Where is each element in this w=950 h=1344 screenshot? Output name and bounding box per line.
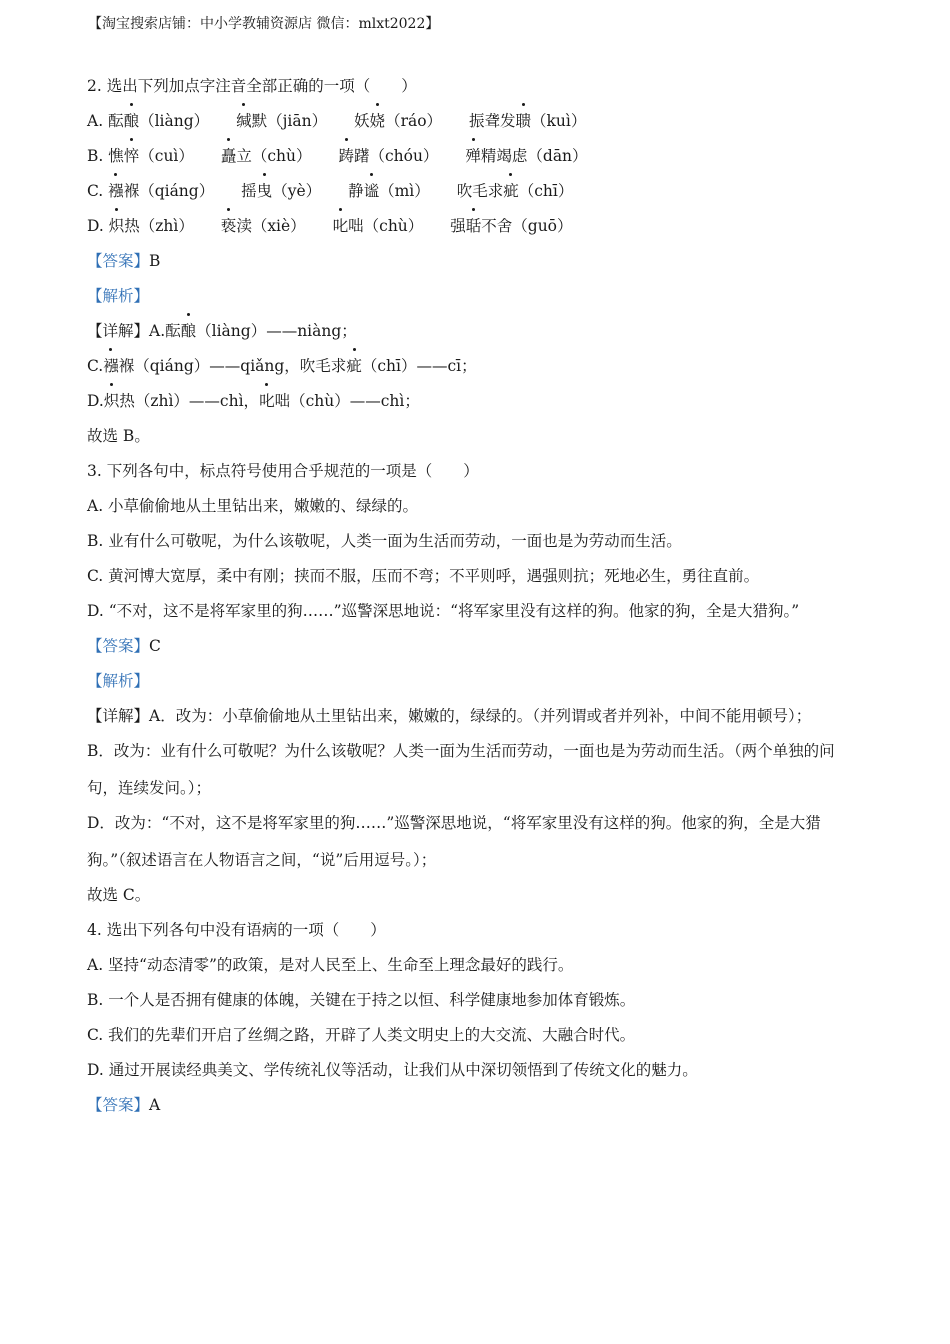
q2-option-d bbox=[87, 214, 855, 249]
q3-stem: 3. 下列各句中，标点符号使用合乎规范的一项是（ ） bbox=[87, 462, 479, 480]
q2-detail-3: D.炽热（zhì）——chì，叱咄（chù）——chì； bbox=[87, 389, 855, 424]
q4-option-b: B. 一个人是否拥有健康的体魄，关键在于持之以恒、科学健康地参加体育锻炼。 bbox=[87, 991, 636, 1009]
q2-b-item-1: B. 憔悴（cuì） bbox=[87, 144, 194, 168]
q4-option-a: A. 坚持“动态清零”的政策，是对人民至上、生命至上理念最好的践行。 bbox=[87, 956, 574, 974]
page-header: 【淘宝搜索店铺：中小学教辅资源店 微信：mlxt2022】 bbox=[88, 16, 440, 32]
q3-option-c: C. 黄河博大宽厚，柔中有刚；挟而不服，压而不弯；不平则呼，遇强则抗；死地必生，勇往直前。 bbox=[87, 567, 760, 585]
q2-c-item-4: 吹毛求疵（chī） bbox=[457, 179, 574, 203]
q2-a-item-4: 振聋发聩（kuì） bbox=[469, 109, 586, 133]
answer-value: C bbox=[149, 637, 161, 655]
answer-value: B bbox=[149, 252, 161, 270]
q2-answer bbox=[87, 249, 855, 284]
q2-a-item-3: 妖娆（ráo） bbox=[354, 109, 442, 133]
q3-conclusion: 故选 C。 bbox=[87, 886, 151, 904]
q3-option-b: B. 业有什么可敬呢，为什么该敬呢，人类一面为生活而劳动，一面也是为劳动而生活。 bbox=[87, 532, 682, 550]
q2-option-c bbox=[87, 179, 855, 214]
analysis-tag: 【解析】 bbox=[87, 672, 150, 690]
q2-analysis bbox=[87, 284, 855, 319]
analysis-tag: 【解析】 bbox=[87, 287, 150, 305]
q2-detail-2: C.襁褓（qiáng）——qiǎng，吹毛求疵（chī）——cī； bbox=[87, 354, 855, 389]
q2-c-item-2: 摇曳（yè） bbox=[241, 179, 321, 203]
q4-stem: 4. 选出下列各句中没有语病的一项（ ） bbox=[87, 921, 386, 939]
q2-conclusion: 故选 B。 bbox=[87, 427, 150, 445]
q2-detail-1: 【详解】A.酝酿（liàng）——niàng； bbox=[87, 319, 855, 354]
q3-option-a: A. 小草偷偷地从土里钻出来，嫩嫩的、绿绿的。 bbox=[87, 497, 419, 515]
q2-c-item-3: 静谧（mì） bbox=[348, 179, 430, 203]
q2-stem: 2. 选出下列加点字注音全部正确的一项（ ） bbox=[87, 77, 417, 95]
q3-detail-a: 【详解】A．改为：小草偷偷地从土里钻出来，嫩嫩的，绿绿的。（并列谓或者并列补，中间不能用顿号）； bbox=[87, 707, 812, 725]
answer-value: A bbox=[149, 1096, 161, 1114]
answer-tag: 【答案】 bbox=[87, 1096, 150, 1114]
q2-d-item-4: 强聒不舍（guō） bbox=[450, 214, 572, 238]
q2-d-item-3: 叱咄（chù） bbox=[333, 214, 424, 238]
q2-d-item-1: D. 炽热（zhì） bbox=[87, 214, 194, 238]
q2-b-item-3: 踌躇（chóu） bbox=[338, 144, 438, 168]
q3-detail-b: B．改为：业有什么可敬呢？为什么该敬呢？人类一面为生活而劳动，一面也是为劳动而生活。（两个单独的问句，连续发问。）； bbox=[87, 742, 835, 797]
answer-tag: 【答案】 bbox=[87, 637, 150, 655]
q4-option-d: D. 通过开展读经典美文、学传统礼仪等活动，让我们从中深切领悟到了传统文化的魅力。 bbox=[87, 1061, 698, 1079]
q2-d-item-2: 亵渎（xiè） bbox=[221, 214, 306, 238]
answer-tag: 【答案】 bbox=[87, 252, 150, 270]
q2-option-b bbox=[87, 144, 855, 179]
document-content bbox=[87, 74, 855, 1128]
q3-option-d: D. “不对，这不是将军家里的狗……”巡警深思地说：“将军家里没有这样的狗。他家的狗，全是大猎狗。” bbox=[87, 602, 800, 620]
q4-answer bbox=[87, 1093, 855, 1128]
q3-detail-d: D．改为：“不对，这不是将军家里的狗……”巡警深思地说，“将军家里没有这样的狗。他家的狗，全是大猎狗。”（叙述语言在人物语言之间，“说”后用逗号。）； bbox=[87, 814, 821, 869]
q2-c-item-1: C. 襁褓（qiáng） bbox=[87, 179, 214, 203]
q4-option-c: C. 我们的先辈们开启了丝绸之路，开辟了人类文明史上的大交流、大融合时代。 bbox=[87, 1026, 636, 1044]
q2-b-item-2: 矗立（chù） bbox=[221, 144, 312, 168]
q3-answer bbox=[87, 634, 855, 669]
q2-b-item-4: 殚精竭虑（dān） bbox=[465, 144, 587, 168]
q2-a-item-1: A. 酝酿（liàng） bbox=[87, 109, 209, 133]
q2-a-item-2: 缄默（jiān） bbox=[236, 109, 327, 133]
